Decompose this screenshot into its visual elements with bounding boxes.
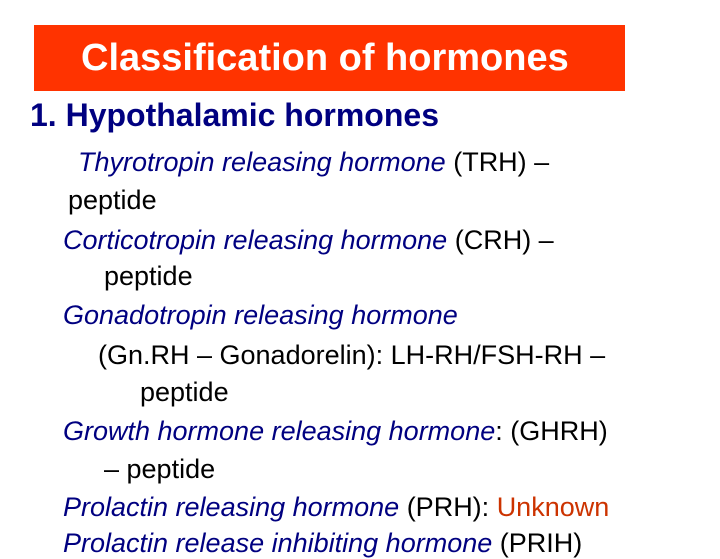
list-item-prih [63, 528, 582, 559]
hormone-name: Thyrotropin releasing hormone [78, 147, 446, 177]
hormone-name: Growth hormone releasing hormone [63, 416, 496, 446]
list-item-gnrh [63, 300, 458, 331]
status-unknown: Unknown [496, 492, 610, 522]
list-item-gnrh-cont2 [140, 377, 229, 408]
hormone-type: peptide [68, 185, 157, 215]
list-item-trh [78, 147, 549, 178]
hormone-name: Gonadotropin releasing hormone [63, 300, 458, 330]
hormone-abbr: (PRIH) [492, 528, 583, 558]
list-item-ghrh-cont [104, 454, 215, 485]
hormone-name: Prolactin release inhibiting hormone [63, 528, 493, 558]
hormone-abbr: (TRH) – [445, 147, 550, 177]
list-item-trh-cont [68, 185, 157, 216]
hormone-detail: (Gn.RH – Gonadorelin): LH-RH/FSH-RH – [98, 340, 606, 370]
hormone-name: Corticotropin releasing hormone [63, 225, 448, 255]
list-item-crh-cont [104, 261, 193, 292]
slide-title: Classification of hormones [81, 37, 569, 79]
section-heading: 1. Hypothalamic hormones [30, 97, 439, 133]
hormone-type: peptide [104, 261, 193, 291]
title-banner [34, 25, 625, 91]
list-item-gnrh-cont [98, 340, 605, 371]
list-item-crh [63, 225, 554, 256]
hormone-abbr: : (GHRH) [495, 416, 608, 446]
hormone-abbr: (CRH) – [447, 225, 554, 255]
hormone-name: Prolactin releasing hormone [63, 492, 400, 522]
list-item-ghrh [63, 416, 608, 447]
hormone-abbr: (PRH): [399, 492, 497, 522]
hormone-type: peptide [140, 377, 229, 407]
hormone-type: – peptide [104, 454, 216, 484]
list-item-prh [63, 492, 609, 523]
